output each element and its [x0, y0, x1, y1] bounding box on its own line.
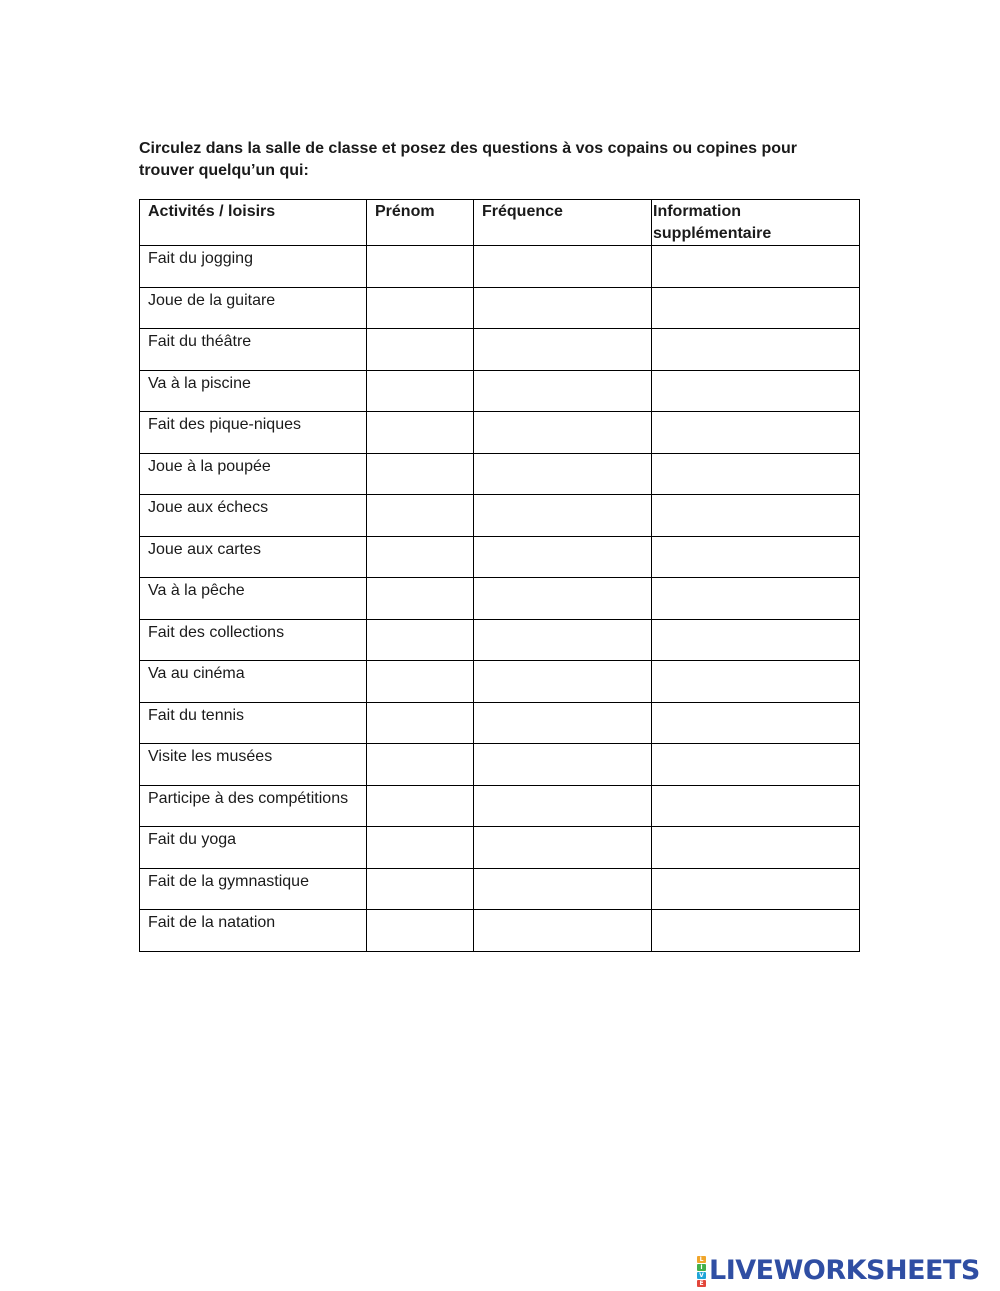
header-activities: Activités / loisirs [140, 200, 367, 246]
table-row [140, 412, 860, 454]
table-row [140, 287, 860, 329]
first-name-cell[interactable] [367, 453, 474, 495]
frequency-cell[interactable] [474, 246, 652, 288]
activity-cell: Va à la piscine [140, 370, 367, 412]
additional-info-cell[interactable] [652, 744, 860, 786]
first-name-cell[interactable] [367, 868, 474, 910]
first-name-cell[interactable] [367, 619, 474, 661]
frequency-cell[interactable] [474, 329, 652, 371]
frequency-cell[interactable] [474, 453, 652, 495]
additional-info-cell[interactable] [652, 536, 860, 578]
additional-info-cell[interactable] [652, 619, 860, 661]
liveworksheets-logo [697, 1255, 980, 1287]
logo-block-i: I [697, 1264, 706, 1271]
first-name-cell[interactable] [367, 536, 474, 578]
table-row [140, 578, 860, 620]
activity-cell: Joue aux échecs [140, 495, 367, 537]
first-name-cell[interactable] [367, 744, 474, 786]
first-name-cell[interactable] [367, 329, 474, 371]
frequency-cell[interactable] [474, 868, 652, 910]
activity-cell: Visite les musées [140, 744, 367, 786]
table-row [140, 495, 860, 537]
additional-info-cell[interactable] [652, 287, 860, 329]
frequency-cell[interactable] [474, 287, 652, 329]
header-first-name: Prénom [367, 200, 474, 246]
table-row [140, 702, 860, 744]
additional-info-cell[interactable] [652, 785, 860, 827]
additional-info-cell[interactable] [652, 370, 860, 412]
first-name-cell[interactable] [367, 287, 474, 329]
logo-block-e: E [697, 1280, 706, 1287]
table-row [140, 246, 860, 288]
frequency-cell[interactable] [474, 619, 652, 661]
frequency-cell[interactable] [474, 661, 652, 703]
first-name-cell[interactable] [367, 910, 474, 952]
logo-block-l: L [697, 1256, 706, 1263]
first-name-cell[interactable] [367, 661, 474, 703]
instructions-text: Circulez dans la salle de classe et posez des questions à vos copains ou copines pour trouver quelqu’un qui: [139, 140, 797, 179]
first-name-cell[interactable] [367, 246, 474, 288]
activity-cell: Fait des collections [140, 619, 367, 661]
additional-info-cell[interactable] [652, 868, 860, 910]
activity-cell: Va au cinéma [140, 661, 367, 703]
additional-info-cell[interactable] [652, 329, 860, 371]
frequency-cell[interactable] [474, 370, 652, 412]
frequency-cell[interactable] [474, 495, 652, 537]
logo-blocks-icon [697, 1256, 706, 1287]
survey-table-body [140, 246, 860, 952]
activity-cell: Fait du théâtre [140, 329, 367, 371]
table-row [140, 827, 860, 869]
additional-info-cell[interactable] [652, 412, 860, 454]
additional-info-cell[interactable] [652, 578, 860, 620]
table-row [140, 785, 860, 827]
activity-cell: Fait de la gymnastique [140, 868, 367, 910]
table-header-row [140, 200, 860, 246]
survey-table [139, 199, 860, 952]
activity-cell: Fait de la natation [140, 910, 367, 952]
activity-cell: Fait du yoga [140, 827, 367, 869]
activity-cell: Participe à des compétitions [140, 785, 367, 827]
first-name-cell[interactable] [367, 702, 474, 744]
activity-cell: Joue de la guitare [140, 287, 367, 329]
header-additional-info: Information supplémentaire [652, 200, 860, 246]
additional-info-cell[interactable] [652, 702, 860, 744]
frequency-cell[interactable] [474, 785, 652, 827]
activity-cell: Joue à la poupée [140, 453, 367, 495]
additional-info-cell[interactable] [652, 661, 860, 703]
table-row [140, 744, 860, 786]
frequency-cell[interactable] [474, 578, 652, 620]
additional-info-cell[interactable] [652, 246, 860, 288]
first-name-cell[interactable] [367, 827, 474, 869]
first-name-cell[interactable] [367, 370, 474, 412]
activity-cell: Va à la pêche [140, 578, 367, 620]
table-row [140, 329, 860, 371]
additional-info-cell[interactable] [652, 453, 860, 495]
additional-info-cell[interactable] [652, 910, 860, 952]
additional-info-cell[interactable] [652, 827, 860, 869]
additional-info-cell[interactable] [652, 495, 860, 537]
first-name-cell[interactable] [367, 495, 474, 537]
table-row [140, 910, 860, 952]
frequency-cell[interactable] [474, 910, 652, 952]
activity-cell: Joue aux cartes [140, 536, 367, 578]
frequency-cell[interactable] [474, 827, 652, 869]
activity-cell: Fait des pique-niques [140, 412, 367, 454]
table-row [140, 370, 860, 412]
frequency-cell[interactable] [474, 536, 652, 578]
logo-block-v: V [697, 1272, 706, 1279]
table-row [140, 868, 860, 910]
table-row [140, 619, 860, 661]
first-name-cell[interactable] [367, 785, 474, 827]
brand-name: LIVEWORKSHEETS [709, 1255, 980, 1286]
activity-cell: Fait du jogging [140, 246, 367, 288]
first-name-cell[interactable] [367, 578, 474, 620]
frequency-cell[interactable] [474, 702, 652, 744]
first-name-cell[interactable] [367, 412, 474, 454]
activity-cell: Fait du tennis [140, 702, 367, 744]
frequency-cell[interactable] [474, 744, 652, 786]
frequency-cell[interactable] [474, 412, 652, 454]
table-row [140, 661, 860, 703]
table-row [140, 536, 860, 578]
header-frequency: Fréquence [474, 200, 652, 246]
table-row [140, 453, 860, 495]
